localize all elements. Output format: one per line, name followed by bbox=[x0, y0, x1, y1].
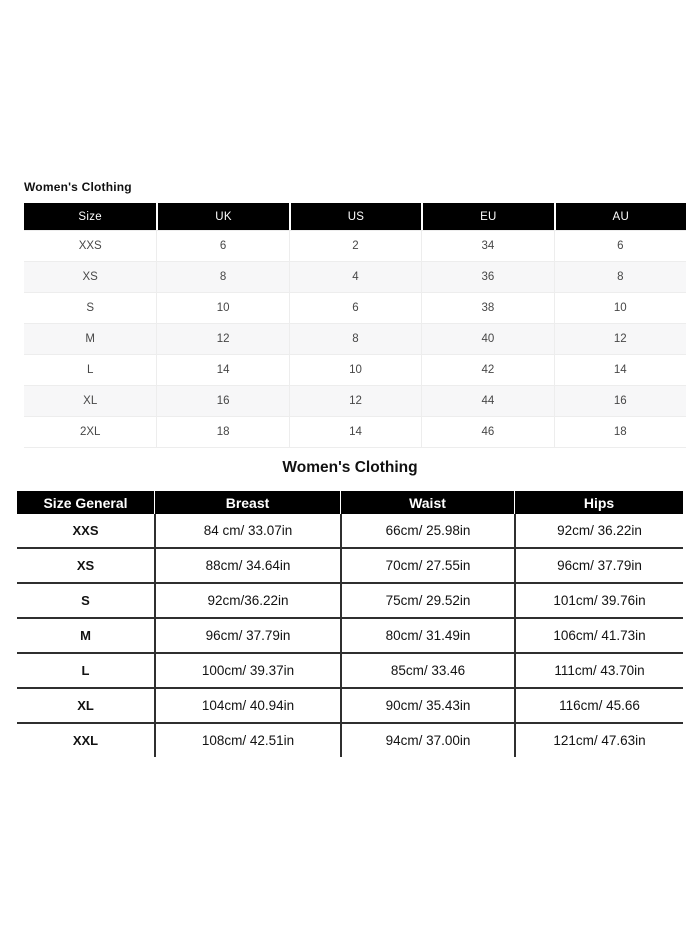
table-cell: 6 bbox=[156, 230, 288, 261]
table-cell: 10 bbox=[156, 292, 288, 323]
row-size-label: XL bbox=[24, 385, 156, 416]
measurement-table-column-header: Breast bbox=[154, 491, 340, 514]
table-cell: 84 cm/ 33.07in bbox=[154, 514, 340, 547]
row-size-label: XXS bbox=[17, 514, 154, 547]
table-cell: 18 bbox=[156, 416, 288, 448]
row-size-label: XS bbox=[24, 261, 156, 292]
table-cell: 108cm/ 42.51in bbox=[154, 722, 340, 757]
table-row bbox=[24, 354, 686, 385]
row-size-label: XXL bbox=[17, 722, 154, 757]
table-row bbox=[24, 385, 686, 416]
measurement-table-column-header: Hips bbox=[514, 491, 683, 514]
table-row bbox=[17, 722, 683, 757]
measurement-table-title: Women's Clothing bbox=[282, 459, 418, 476]
table-cell: 14 bbox=[289, 416, 421, 448]
table-row bbox=[24, 261, 686, 292]
table-row bbox=[24, 230, 686, 261]
table-cell: 4 bbox=[289, 261, 421, 292]
row-size-label: S bbox=[24, 292, 156, 323]
measurement-table-body bbox=[17, 514, 683, 757]
table-cell: 90cm/ 35.43in bbox=[340, 687, 514, 722]
table-cell: 44 bbox=[421, 385, 553, 416]
table-cell: 121cm/ 47.63in bbox=[514, 722, 683, 757]
table-cell: 42 bbox=[421, 354, 553, 385]
table-cell: 12 bbox=[289, 385, 421, 416]
table-row bbox=[24, 416, 686, 448]
table-cell: 12 bbox=[554, 323, 686, 354]
row-size-label: L bbox=[24, 354, 156, 385]
table-cell: 6 bbox=[554, 230, 686, 261]
table-row bbox=[17, 514, 683, 547]
table-cell: 40 bbox=[421, 323, 553, 354]
table-cell: 2 bbox=[289, 230, 421, 261]
table-row bbox=[17, 547, 683, 582]
table-cell: 116cm/ 45.66 bbox=[514, 687, 683, 722]
table-cell: 66cm/ 25.98in bbox=[340, 514, 514, 547]
table-cell: 96cm/ 37.79in bbox=[514, 547, 683, 582]
table-cell: 14 bbox=[554, 354, 686, 385]
size-table-column-header: Size bbox=[24, 203, 156, 230]
table-cell: 14 bbox=[156, 354, 288, 385]
table-cell: 8 bbox=[554, 261, 686, 292]
table-cell: 10 bbox=[554, 292, 686, 323]
table-cell: 16 bbox=[156, 385, 288, 416]
table-cell: 6 bbox=[289, 292, 421, 323]
table-cell: 8 bbox=[156, 261, 288, 292]
table-cell: 36 bbox=[421, 261, 553, 292]
table-cell: 92cm/ 36.22in bbox=[514, 514, 683, 547]
table-cell: 80cm/ 31.49in bbox=[340, 617, 514, 652]
international-size-conversion-table bbox=[24, 203, 686, 448]
row-size-label: M bbox=[24, 323, 156, 354]
table-cell: 10 bbox=[289, 354, 421, 385]
size-table-column-header: US bbox=[289, 203, 421, 230]
row-size-label: XL bbox=[17, 687, 154, 722]
table-cell: 46 bbox=[421, 416, 553, 448]
table-cell: 111cm/ 43.70in bbox=[514, 652, 683, 687]
measurement-table-column-header: Size General bbox=[17, 491, 154, 514]
table-cell: 88cm/ 34.64in bbox=[154, 547, 340, 582]
table-row bbox=[17, 652, 683, 687]
table-row bbox=[17, 582, 683, 617]
table-cell: 101cm/ 39.76in bbox=[514, 582, 683, 617]
table-cell: 12 bbox=[156, 323, 288, 354]
table-cell: 16 bbox=[554, 385, 686, 416]
size-table-body bbox=[24, 230, 686, 448]
table-cell: 38 bbox=[421, 292, 553, 323]
row-size-label: M bbox=[17, 617, 154, 652]
table-cell: 34 bbox=[421, 230, 553, 261]
row-size-label: XXS bbox=[24, 230, 156, 261]
table-cell: 106cm/ 41.73in bbox=[514, 617, 683, 652]
row-size-label: L bbox=[17, 652, 154, 687]
table-cell: 96cm/ 37.79in bbox=[154, 617, 340, 652]
table-row bbox=[24, 323, 686, 354]
size-conversion-table-label: Women's Clothing bbox=[24, 180, 132, 194]
table-cell: 85cm/ 33.46 bbox=[340, 652, 514, 687]
row-size-label: XS bbox=[17, 547, 154, 582]
table-row bbox=[17, 617, 683, 652]
table-row bbox=[24, 292, 686, 323]
table-cell: 75cm/ 29.52in bbox=[340, 582, 514, 617]
row-size-label: 2XL bbox=[24, 416, 156, 448]
table-cell: 104cm/ 40.94in bbox=[154, 687, 340, 722]
table-cell: 70cm/ 27.55in bbox=[340, 547, 514, 582]
measurement-table-column-header: Waist bbox=[340, 491, 514, 514]
table-cell: 100cm/ 39.37in bbox=[154, 652, 340, 687]
row-size-label: S bbox=[17, 582, 154, 617]
size-table-column-header: EU bbox=[421, 203, 553, 230]
size-table-header-row bbox=[24, 203, 686, 230]
body-measurement-table bbox=[17, 491, 683, 757]
size-table-column-header: AU bbox=[554, 203, 686, 230]
table-cell: 92cm/36.22in bbox=[154, 582, 340, 617]
size-table-column-header: UK bbox=[156, 203, 288, 230]
table-row bbox=[17, 687, 683, 722]
table-cell: 18 bbox=[554, 416, 686, 448]
measurement-table-header-row bbox=[17, 491, 683, 514]
table-cell: 8 bbox=[289, 323, 421, 354]
table-cell: 94cm/ 37.00in bbox=[340, 722, 514, 757]
